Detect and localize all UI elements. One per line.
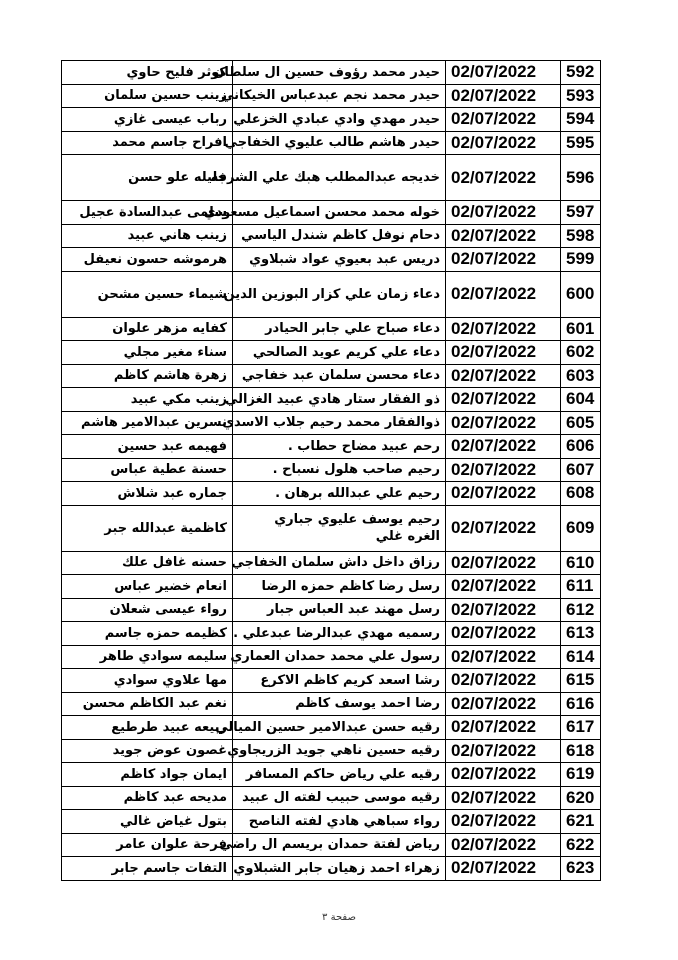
date-cell: 02/07/2022 — [446, 155, 561, 201]
mother-name-cell: فرحة علوان عامر — [62, 833, 233, 857]
date-cell: 02/07/2022 — [446, 857, 561, 881]
table-row — [62, 482, 601, 506]
row-number-cell: 613 — [561, 622, 601, 646]
mother-name-cell: سليمه سوادي طاهر — [62, 645, 233, 669]
mother-name-cell: حسنه غافل علك — [62, 551, 233, 575]
table-row — [62, 317, 601, 341]
table-row — [62, 739, 601, 763]
row-number-cell: 595 — [561, 131, 601, 155]
mother-name-cell: مها علاوي سوادي — [62, 669, 233, 693]
date-cell: 02/07/2022 — [446, 810, 561, 834]
row-number-cell: 619 — [561, 763, 601, 787]
date-cell: 02/07/2022 — [446, 201, 561, 225]
row-number-cell: 606 — [561, 435, 601, 459]
full-name-cell: ذوالفقار محمد رحيم جلاب الاسدي — [233, 411, 446, 435]
full-name-cell: رواء سباهي هادي لفته الناصح — [233, 810, 446, 834]
date-cell: 02/07/2022 — [446, 364, 561, 388]
date-cell: 02/07/2022 — [446, 61, 561, 85]
mother-name-cell: التفات جاسم جابر — [62, 857, 233, 881]
full-name-cell: دعاء صباح علي جابر الحيادر — [233, 317, 446, 341]
table-row — [62, 388, 601, 412]
mother-name-cell: زينب مكي عبيد — [62, 388, 233, 412]
row-number-cell: 594 — [561, 108, 601, 132]
roster-body — [62, 61, 601, 881]
full-name-cell: رحيم علي عبدالله برهان . — [233, 482, 446, 506]
page-number: صفحة ٣ — [322, 912, 356, 923]
date-cell: 02/07/2022 — [446, 341, 561, 365]
mother-name-cell: سلمى عبدالسادة عجيل — [62, 201, 233, 225]
mother-name-cell: ربيعه عبيد طرطيع — [62, 716, 233, 740]
date-cell: 02/07/2022 — [446, 716, 561, 740]
mother-name-cell: سناء مغير مجلي — [62, 341, 233, 365]
full-name-cell: رحيم يوسف عليوي جباري الغره غلي — [233, 505, 446, 551]
full-name-cell: رشا اسعد كريم كاظم الاكرع — [233, 669, 446, 693]
row-number-cell: 622 — [561, 833, 601, 857]
table-row — [62, 271, 601, 317]
row-number-cell: 609 — [561, 505, 601, 551]
table-row — [62, 575, 601, 599]
date-cell: 02/07/2022 — [446, 84, 561, 108]
mother-name-cell: كظيمه حمزه جاسم — [62, 622, 233, 646]
mother-name-cell: كوثر فليح حاوي — [62, 61, 233, 85]
table-row — [62, 155, 601, 201]
full-name-cell: رسول علي محمد حمدان العماري — [233, 645, 446, 669]
full-name-cell: رقيه حسين ناهي جويد الزريجاوي — [233, 739, 446, 763]
table-row — [62, 645, 601, 669]
table-row — [62, 716, 601, 740]
full-name-cell: رقيه موسى حبيب لفته ال عبيد — [233, 786, 446, 810]
full-name-cell: رياض لفتة حمدان بريسم ال راضي — [233, 833, 446, 857]
date-cell: 02/07/2022 — [446, 739, 561, 763]
full-name-cell: خديجه عبدالمطلب هبك علي الشرفه — [233, 155, 446, 201]
full-name-cell: رحيم صاحب هلول نسباح . — [233, 458, 446, 482]
full-name-cell: حيدر هاشم طالب عليوي الخفاجي — [233, 131, 446, 155]
row-number-cell: 596 — [561, 155, 601, 201]
row-number-cell: 616 — [561, 692, 601, 716]
mother-name-cell: هرموشه حسون نعيفل — [62, 248, 233, 272]
mother-name-cell: زينب هاني عبيد — [62, 224, 233, 248]
mother-name-cell: رباب عيسى غازي — [62, 108, 233, 132]
table-row — [62, 692, 601, 716]
mother-name-cell: فهيمه عبد حسين — [62, 435, 233, 459]
full-name-cell: خوله محمد محسن اسماعيل مسعودي — [233, 201, 446, 225]
date-cell: 02/07/2022 — [446, 551, 561, 575]
full-name-cell: ذو الفقار ستار هادي عبيد الغزالي — [233, 388, 446, 412]
row-number-cell: 612 — [561, 598, 601, 622]
full-name-cell: دعاء زمان علي كزار البوزين الدين — [233, 271, 446, 317]
mother-name-cell: غصون عوض جويد — [62, 739, 233, 763]
row-number-cell: 603 — [561, 364, 601, 388]
table-row — [62, 505, 601, 551]
row-number-cell: 621 — [561, 810, 601, 834]
row-number-cell: 617 — [561, 716, 601, 740]
date-cell: 02/07/2022 — [446, 692, 561, 716]
row-number-cell: 604 — [561, 388, 601, 412]
date-cell: 02/07/2022 — [446, 598, 561, 622]
table-row — [62, 108, 601, 132]
mother-name-cell: مديحه عبد كاظم — [62, 786, 233, 810]
full-name-cell: دحام نوفل كاظم شندل الياسي — [233, 224, 446, 248]
mother-name-cell: كفايه مزهر علوان — [62, 317, 233, 341]
table-row — [62, 435, 601, 459]
row-number-cell: 610 — [561, 551, 601, 575]
date-cell: 02/07/2022 — [446, 833, 561, 857]
row-number-cell: 605 — [561, 411, 601, 435]
date-cell: 02/07/2022 — [446, 645, 561, 669]
full-name-cell: زهراء احمد زهيان جابر الشبلاوي — [233, 857, 446, 881]
row-number-cell: 623 — [561, 857, 601, 881]
table-row — [62, 786, 601, 810]
date-cell: 02/07/2022 — [446, 763, 561, 787]
row-number-cell: 592 — [561, 61, 601, 85]
row-number-cell: 608 — [561, 482, 601, 506]
date-cell: 02/07/2022 — [446, 435, 561, 459]
table-row — [62, 201, 601, 225]
date-cell: 02/07/2022 — [446, 388, 561, 412]
row-number-cell: 597 — [561, 201, 601, 225]
date-cell: 02/07/2022 — [446, 131, 561, 155]
date-cell: 02/07/2022 — [446, 458, 561, 482]
full-name-cell: حيدر محمد رؤوف حسين ال سلطان — [233, 61, 446, 85]
table-row — [62, 341, 601, 365]
table-row — [62, 598, 601, 622]
table-row — [62, 224, 601, 248]
date-cell: 02/07/2022 — [446, 575, 561, 599]
table-row — [62, 833, 601, 857]
mother-name-cell: شيماء حسين مشحن — [62, 271, 233, 317]
date-cell: 02/07/2022 — [446, 482, 561, 506]
full-name-cell: رزاق داخل داش سلمان الخفاجي — [233, 551, 446, 575]
date-cell: 02/07/2022 — [446, 271, 561, 317]
row-number-cell: 602 — [561, 341, 601, 365]
date-cell: 02/07/2022 — [446, 248, 561, 272]
table-row — [62, 84, 601, 108]
full-name-cell: رحم عبيد مضاح حطاب . — [233, 435, 446, 459]
mother-name-cell: كاظمية عبدالله جبر — [62, 505, 233, 551]
full-name-cell: رضا احمد يوسف كاظم — [233, 692, 446, 716]
mother-name-cell: رواء عيسى شعلان — [62, 598, 233, 622]
mother-name-cell: زهرة هاشم كاظم — [62, 364, 233, 388]
mother-name-cell: جليله علو حسن — [62, 155, 233, 201]
full-name-cell: رقيه حسن عبدالامير حسين الميالي — [233, 716, 446, 740]
table-row — [62, 810, 601, 834]
row-number-cell: 618 — [561, 739, 601, 763]
mother-name-cell: نسرين عبدالامير هاشم — [62, 411, 233, 435]
row-number-cell: 615 — [561, 669, 601, 693]
mother-name-cell: نغم عبد الكاظم محسن — [62, 692, 233, 716]
date-cell: 02/07/2022 — [446, 317, 561, 341]
full-name-cell: حيدر محمد نجم عبدعباس الخيكاني — [233, 84, 446, 108]
date-cell: 02/07/2022 — [446, 224, 561, 248]
full-name-cell: رقيه علي رياض حاكم المسافر — [233, 763, 446, 787]
row-number-cell: 620 — [561, 786, 601, 810]
table-row — [62, 131, 601, 155]
table-row — [62, 248, 601, 272]
full-name-cell: رسل مهند عبد العباس جبار — [233, 598, 446, 622]
row-number-cell: 600 — [561, 271, 601, 317]
full-name-cell: رسميه مهدي عبدالرضا عبدعلي . — [233, 622, 446, 646]
date-cell: 02/07/2022 — [446, 786, 561, 810]
table-row — [62, 61, 601, 85]
full-name-cell: دعاء محسن سلمان عبد خفاجي — [233, 364, 446, 388]
mother-name-cell: انعام خضير عباس — [62, 575, 233, 599]
table-row — [62, 669, 601, 693]
mother-name-cell: حسنة عطية عباس — [62, 458, 233, 482]
row-number-cell: 614 — [561, 645, 601, 669]
table-row — [62, 364, 601, 388]
full-name-cell: حيدر مهدي وادي عبادي الخزعلي — [233, 108, 446, 132]
date-cell: 02/07/2022 — [446, 411, 561, 435]
table-row — [62, 458, 601, 482]
date-cell: 02/07/2022 — [446, 669, 561, 693]
full-name-cell: رسل رضا كاظم حمزه الرضا — [233, 575, 446, 599]
row-number-cell: 611 — [561, 575, 601, 599]
table-row — [62, 763, 601, 787]
roster-table — [61, 60, 601, 881]
date-cell: 02/07/2022 — [446, 108, 561, 132]
row-number-cell: 598 — [561, 224, 601, 248]
full-name-cell: دعاء علي كريم عويد الصالحي — [233, 341, 446, 365]
date-cell: 02/07/2022 — [446, 505, 561, 551]
table-row — [62, 622, 601, 646]
row-number-cell: 599 — [561, 248, 601, 272]
row-number-cell: 593 — [561, 84, 601, 108]
mother-name-cell: زينب حسين سلمان — [62, 84, 233, 108]
row-number-cell: 601 — [561, 317, 601, 341]
table-row — [62, 857, 601, 881]
table-row — [62, 411, 601, 435]
mother-name-cell: ايمان جواد كاظم — [62, 763, 233, 787]
date-cell: 02/07/2022 — [446, 622, 561, 646]
row-number-cell: 607 — [561, 458, 601, 482]
mother-name-cell: جماره عبد شلاش — [62, 482, 233, 506]
full-name-cell: دريس عبد بعيوي عواد شبلاوي — [233, 248, 446, 272]
mother-name-cell: بتول غياض غالي — [62, 810, 233, 834]
table-row — [62, 551, 601, 575]
roster-sheet — [61, 60, 600, 881]
mother-name-cell: افراح جاسم محمد — [62, 131, 233, 155]
